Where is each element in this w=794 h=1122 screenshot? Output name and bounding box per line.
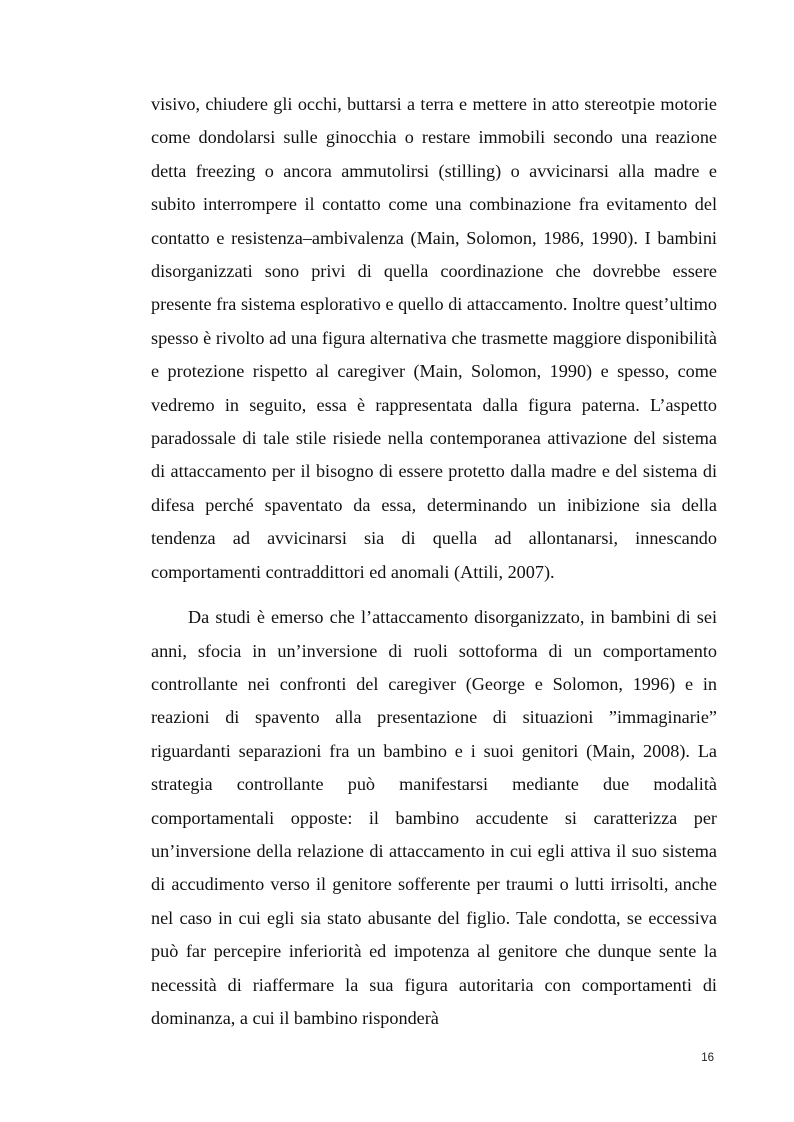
body-paragraph: visivo, chiudere gli occhi, buttarsi a terra e mettere in atto stereotpie motorie come dondolarsi sulle ginocchia o restare immobili secondo una reazione detta freezing o ancora ammutolirsi (stilling) o avvicinarsi alla madre e subito interrompere il contatto come una combinazione fra evitamento del contatto e resistenza–ambivalenza (Main, Solomon, 1986, 1990). I bambini disorganizzati sono privi di quella coordinazione che dovrebbe essere presente fra sistema esplorativo e quello di attaccamento. Inoltre quest’ultimo spesso è rivolto ad una figura alternativa che trasmette maggiore disponibilità e protezione rispetto al caregiver (Main, Solomon, 1990) e spesso, come vedremo in seguito, essa è rappresentata dalla figura paterna. L’aspetto paradossale di tale stile risiede nella contemporanea attivazione del sistema di attaccamento per il bisogno di essere protetto dalla madre e del sistema di difesa perché spaventato da essa, determinando un inibizione sia della tendenza ad avvicinarsi sia di quella ad allontanarsi, innescando comportamenti contraddittori ed anomali (Attili, 2007). bbox=[151, 94, 717, 582]
document-page bbox=[151, 88, 717, 1035]
body-paragraph: Da studi è emerso che l’attaccamento disorganizzato, in bambini di sei anni, sfocia in un’inversione di ruoli sottoforma di un comportamento controllante nei confronti del caregiver (George e Solomon, 1996) e in reazioni di spavento alla presentazione di situazioni ”immaginarie” riguardanti separazioni fra un bambino e i suoi genitori (Main, 2008). La strategia controllante può manifestarsi mediante due modalità comportamentali opposte: il bambino accudente si caratterizza per un’inversione della relazione di attaccamento in cui egli attiva il suo sistema di accudimento verso il genitore sofferente per traumi o lutti irrisolti, anche nel caso in cui egli sia stato abusante del figlio. Tale condotta, se eccessiva può far percepire inferiorità ed impotenza al genitore che dunque sente la necessità di riaffermare la sua figura autoritaria con comportamenti di dominanza, a cui il bambino risponderà bbox=[151, 607, 717, 1028]
page-number: 16 bbox=[701, 1052, 714, 1064]
